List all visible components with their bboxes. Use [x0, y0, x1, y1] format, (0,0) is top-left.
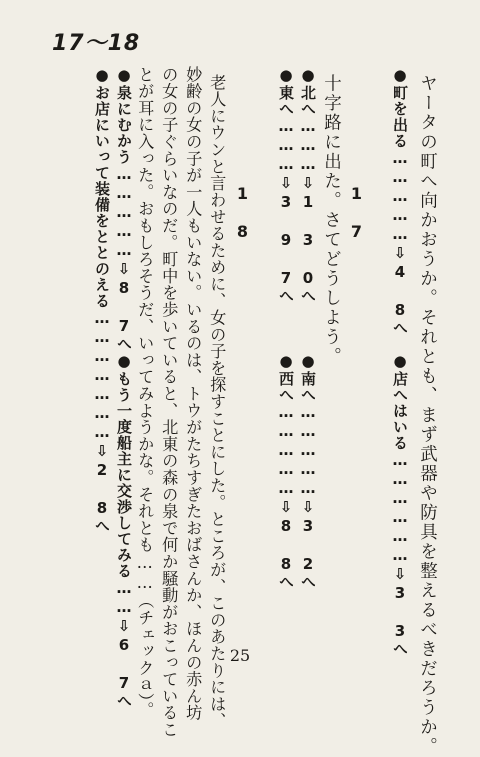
choice-label: ●西へ: [277, 352, 295, 403]
choice-target: ⇩1 3 0へ: [299, 174, 317, 304]
choice-label: ●泉にむかう: [115, 66, 133, 165]
dotted-leader: …………………: [93, 309, 111, 442]
choice-label: ●北へ: [299, 66, 317, 117]
choice-go-to-spring[interactable]: [116, 66, 131, 352]
choice-label: ●町を出る: [391, 66, 409, 149]
choice-west[interactable]: [278, 352, 293, 590]
choice-target: ⇩4 8へ: [391, 244, 409, 336]
dotted-leader: ……………: [277, 403, 295, 498]
section-18-text-line: 老人にウンと言わせるために、女の子を探すことにした。ところが、このあたりには、: [207, 74, 227, 730]
dotted-leader: ………: [299, 117, 317, 174]
dotted-leader: ……………: [115, 165, 133, 260]
intro-text-line: ヤータの町へ向かおうか。それとも、まず武器や防具を整えるべきだろうか。: [417, 74, 438, 757]
choice-label: ●南へ: [299, 352, 317, 403]
choice-target: ⇩8 7へ: [115, 260, 133, 352]
choice-label: ●店へはいる: [391, 352, 409, 451]
choice-north[interactable]: [300, 66, 315, 304]
choice-shop-equipment[interactable]: [94, 66, 109, 534]
dotted-leader: ……: [115, 579, 133, 617]
choice-label: ●東へ: [277, 66, 295, 117]
choice-target: ⇩6 7へ: [115, 617, 133, 709]
choice-target: ⇩3 9 7へ: [277, 174, 295, 304]
choice-east[interactable]: [278, 66, 293, 304]
section-18-text-line: 妙齢の女の子が一人もいない。いるのは、トウがたちすぎたおばさんか、ほんの赤ん坊: [183, 66, 203, 722]
page-number: 25: [229, 646, 251, 665]
dotted-leader: ……………: [391, 149, 409, 244]
choice-leave-town[interactable]: [392, 66, 407, 336]
dotted-leader: ……………: [299, 403, 317, 498]
section-18-text-line: とが耳に入った。おもしろそうだ、いってみようかな。それとも……（チェックａ）。: [135, 66, 155, 719]
choice-target: ⇩3 3へ: [391, 565, 409, 657]
dotted-leader: ………………: [391, 451, 409, 565]
choice-label: ●もう一度船主に交渉してみる: [115, 352, 133, 579]
choice-target: ⇩3 2へ: [299, 498, 317, 590]
section-17-heading: 1 7: [347, 184, 366, 241]
section-17-text: 十字路に出た。さてどうしよう。: [321, 74, 342, 367]
choice-target: ⇩8 8へ: [277, 498, 295, 590]
choice-label: ●お店にいって装備をととのえる: [93, 66, 111, 309]
choice-target: ⇩2 8へ: [93, 442, 111, 534]
choice-south[interactable]: [300, 352, 315, 590]
dotted-leader: ………: [277, 117, 295, 174]
section-18-text-line: の女の子ぐらいなのだ。町中を歩いていると、北東の森の泉で何か騒動がおこっているこ: [159, 66, 179, 738]
section-range-header: 17〜18: [52, 31, 141, 56]
choice-enter-shop[interactable]: [392, 352, 407, 657]
section-18-heading: 1 8: [233, 184, 252, 241]
